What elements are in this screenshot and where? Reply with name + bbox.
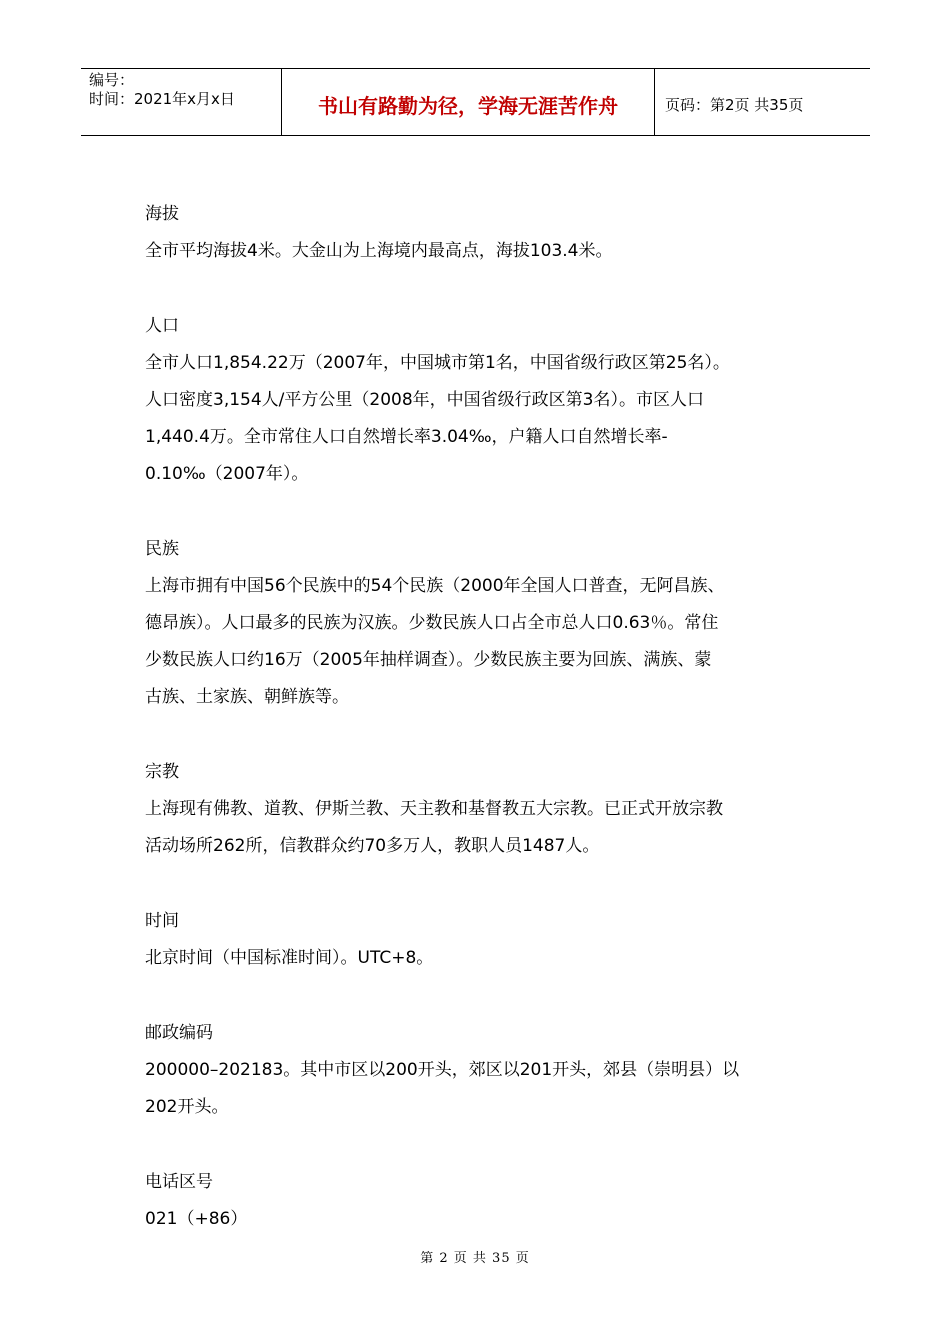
paragraph-line: 0.10‰（2007年）。 — [145, 464, 309, 484]
document-number-label: 编号： — [89, 71, 135, 89]
section-title: 宗教 — [145, 762, 179, 782]
paragraph-line: 200000–202183。其中市区以200开头，郊区以201开头，郊县（崇明县）以 — [145, 1060, 740, 1080]
paragraph-line: 上海现有佛教、道教、伊斯兰教、天主教和基督教五大宗教。已正式开放宗教 — [145, 799, 723, 819]
paragraph-line: 021（+86） — [145, 1209, 248, 1229]
section-title: 海拔 — [145, 204, 179, 224]
section-title: 时间 — [145, 911, 179, 931]
page-footer: 第 2 页 共 35 页 — [420, 1251, 530, 1266]
page-header — [81, 68, 870, 136]
paragraph-line: 上海市拥有中国56个民族中的54个民族（2000年全国人口普查，无阿昌族、 — [145, 576, 725, 596]
section-religion — [145, 754, 825, 865]
header-motto: 书山有路勤为径，学海无涯苦作舟 — [282, 69, 655, 135]
paragraph-line: 北京时间（中国标准时间）。UTC+8。 — [145, 948, 434, 968]
paragraph-line: 人口密度3,154人/平方公里（2008年，中国省级行政区第3名）。市区人口 — [145, 390, 704, 410]
paragraph-line: 活动场所262所，信教群众约70多万人，教职人员1487人。 — [145, 836, 600, 856]
paragraph-line: 全市平均海拔4米。大金山为上海境内最高点，海拔103.4米。 — [145, 241, 613, 261]
paragraph-line: 德昂族）。人口最多的民族为汉族。少数民族人口占全市总人口0.63％。常住 — [145, 613, 719, 633]
section-area-code — [145, 1164, 825, 1238]
document-date-label: 时间：2021年x月x日 — [89, 90, 235, 108]
header-meta-cell — [81, 69, 282, 135]
paragraph-line: 202开头。 — [145, 1097, 229, 1117]
section-ethnicity — [145, 531, 825, 716]
paragraph-line: 全市人口1,854.22万（2007年，中国城市第1名，中国省级行政区第25名）。 — [145, 353, 730, 373]
paragraph-line: 1,440.4万。全市常住人口自然增长率3.04‰，户籍人口自然增长率- — [145, 427, 668, 447]
section-title: 邮政编码 — [145, 1023, 213, 1043]
section-time — [145, 903, 825, 977]
section-altitude — [145, 196, 825, 270]
paragraph-line: 古族、土家族、朝鲜族等。 — [145, 687, 349, 707]
section-population — [145, 308, 825, 493]
header-page-code: 页码：第2页 共35页 — [665, 95, 804, 114]
section-title: 电话区号 — [145, 1172, 213, 1192]
section-title: 人口 — [145, 316, 179, 336]
section-title: 民族 — [145, 539, 179, 559]
paragraph-line: 少数民族人口约16万（2005年抽样调查）。少数民族主要为回族、满族、蒙 — [145, 650, 712, 670]
document-body — [145, 196, 825, 1276]
section-postal-code — [145, 1015, 825, 1126]
